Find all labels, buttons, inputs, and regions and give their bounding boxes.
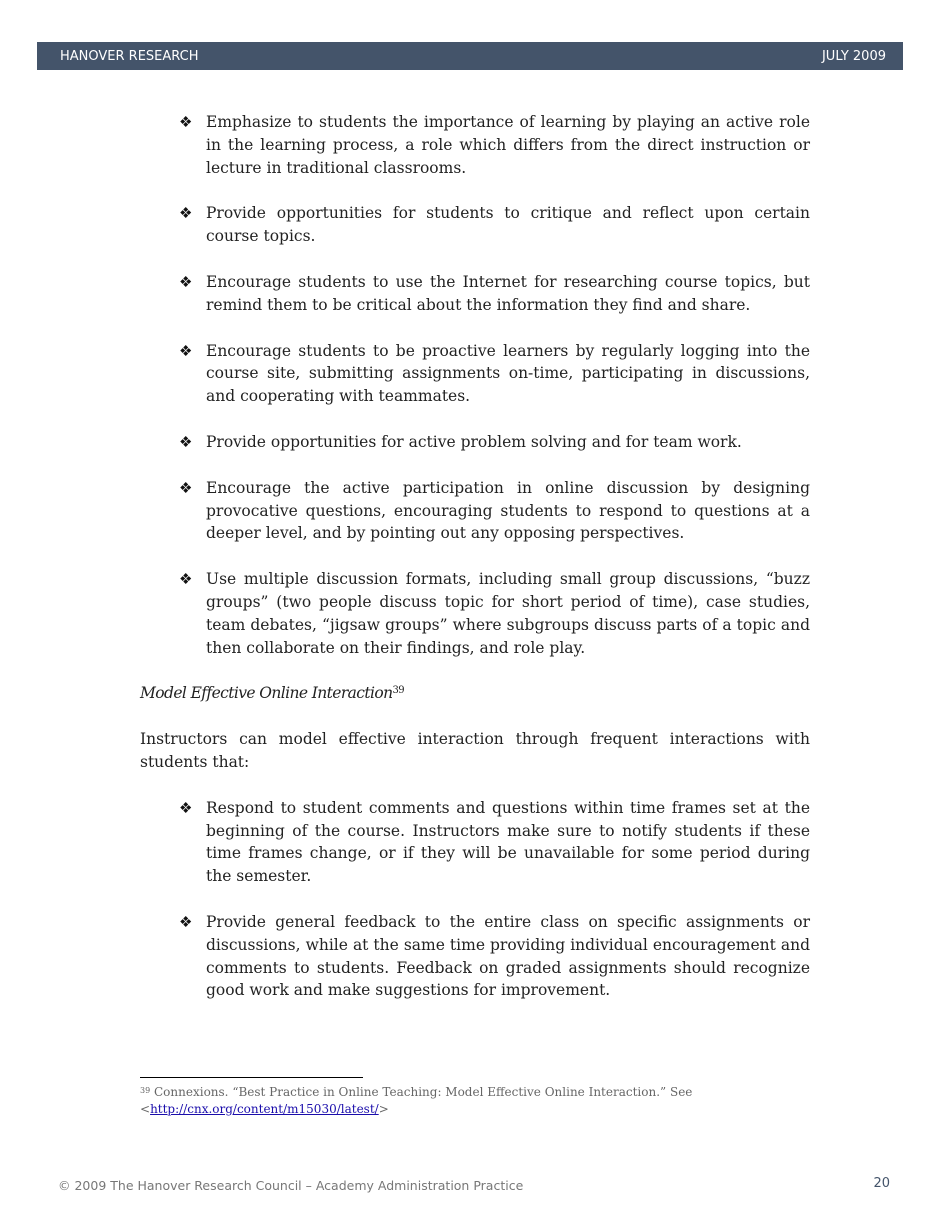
footnote-divider	[140, 1077, 363, 1078]
list-item	[179, 568, 810, 659]
list-item-text: Encourage students to be proactive learners by regularly logging into the course site, submitting assignments on-time, participating in discussions, and cooperating with teammates.	[206, 341, 810, 406]
header-org: HANOVER RESEARCH	[60, 48, 199, 64]
diamond-bullet-icon: ❖	[179, 798, 193, 817]
list-item	[179, 340, 810, 408]
section-heading-text: Model Effective Online Interaction	[140, 684, 393, 703]
list-item-text: Provide opportunities for students to critique and reflect upon certain course topics.	[206, 204, 810, 246]
footnote-close-bracket: >	[378, 1102, 389, 1116]
page-body	[140, 111, 810, 1025]
footnote-reference[interactable]: 39	[392, 685, 405, 697]
list-item	[179, 911, 810, 1002]
bullet-list-bottom	[140, 797, 810, 1002]
diamond-bullet-icon: ❖	[179, 432, 193, 451]
list-item-text: Encourage the active participation in online discussion by designing provocative questions, encouraging students to respond to questions at a deeper level, and by pointing out any opposing perspectives.	[206, 478, 810, 543]
diamond-bullet-icon: ❖	[179, 478, 193, 497]
list-item	[179, 431, 810, 454]
footnote-link[interactable]: http://cnx.org/content/m15030/latest/	[150, 1102, 379, 1116]
header-date: JULY 2009	[821, 48, 886, 64]
page-number: 20	[873, 1176, 890, 1191]
list-item-text: Use multiple discussion formats, including small group discussions, “buzz groups” (two people discuss topic for short period of time), case studies, team debates, “jigsaw groups” where subgroups discuss parts of a topic and then collaborate on their findings, and role play.	[206, 570, 810, 657]
list-item	[179, 111, 810, 179]
footnote-open-bracket: <	[140, 1102, 151, 1116]
section-heading	[140, 682, 810, 705]
diamond-bullet-icon: ❖	[179, 570, 193, 589]
footnote-number: 39	[140, 1086, 151, 1095]
diamond-bullet-icon: ❖	[179, 341, 193, 360]
footnote-line-1	[140, 1084, 800, 1101]
list-item	[179, 271, 810, 317]
list-item	[179, 797, 810, 888]
section-intro: Instructors can model effective interaction through frequent interactions with students that:	[140, 730, 810, 771]
list-item-text: Provide opportunities for active problem solving and for team work.	[206, 432, 742, 451]
footnote	[140, 1084, 800, 1118]
list-item-text: Respond to student comments and questions within time frames set at the beginning of the course. Instructors make sure to notify students if these time frames change, or if they will be unavailable for some period during the semester.	[206, 798, 810, 886]
diamond-bullet-icon: ❖	[179, 204, 193, 223]
diamond-bullet-icon: ❖	[179, 272, 193, 291]
footnote-line-2	[140, 1101, 800, 1118]
list-item-text: Emphasize to students the importance of learning by playing an active role in the learning process, a role which differs from the direct instruction or lecture in traditional classrooms.	[206, 113, 810, 177]
diamond-bullet-icon: ❖	[179, 912, 193, 931]
list-item	[179, 477, 810, 545]
footnote-text: Connexions. “Best Practice in Online Teaching: Model Effective Online Interaction.” See	[150, 1085, 693, 1099]
list-item-text: Provide general feedback to the entire class on specific assignments or discussions, while at the same time providing individual encouragement and comments to students. Feedback on graded assignments should recognize good work and make suggestions for improvement.	[206, 912, 810, 1000]
footer-copyright: © 2009 The Hanover Research Council – Academy Administration Practice	[58, 1178, 524, 1193]
bullet-list-top	[140, 111, 810, 659]
list-item	[179, 202, 810, 248]
header-bar	[37, 42, 903, 70]
diamond-bullet-icon: ❖	[179, 113, 193, 131]
list-item-text: Encourage students to use the Internet for researching course topics, but remind them to be critical about the information they find and share.	[206, 272, 810, 314]
